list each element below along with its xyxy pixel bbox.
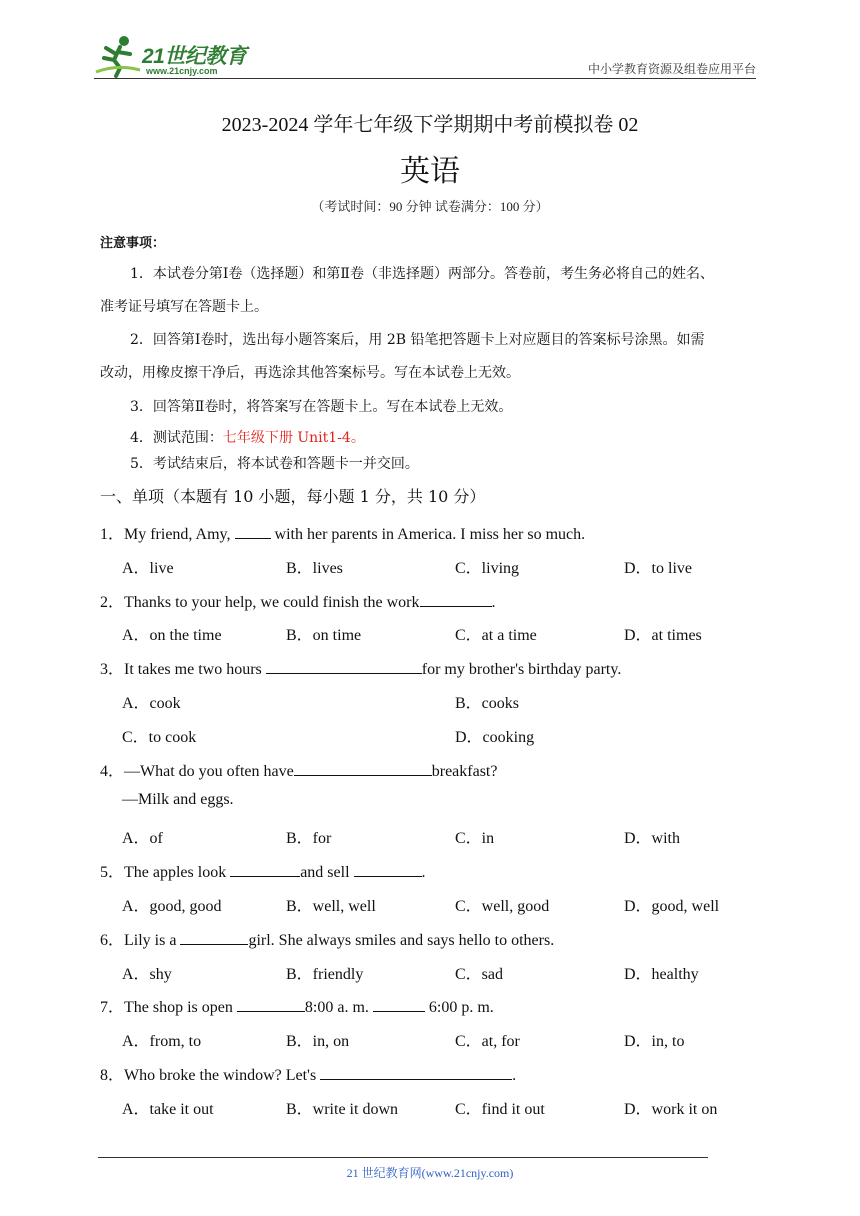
question-5 bbox=[100, 859, 426, 882]
footer-divider bbox=[98, 1157, 708, 1158]
question-6-text-a: 6．Lily is a bbox=[100, 932, 181, 949]
option-c: C．in bbox=[455, 830, 495, 847]
question-2-text-b: . bbox=[491, 594, 496, 611]
option-a: A．good, good bbox=[122, 898, 222, 915]
header-divider bbox=[94, 78, 756, 79]
question-1-text-a: 1．My friend, Amy, bbox=[100, 526, 235, 543]
option-d: D．with bbox=[624, 830, 681, 847]
option-d: D．cooking bbox=[455, 729, 535, 746]
note-4-prefix: 4．测试范围： bbox=[130, 430, 223, 446]
question-5-text-b: and sell bbox=[300, 864, 354, 881]
answer-blank bbox=[230, 862, 300, 877]
answer-blank bbox=[373, 997, 425, 1012]
question-5-text-a: 5．The apples look bbox=[100, 864, 231, 881]
site-logo bbox=[94, 34, 264, 80]
footer-link[interactable]: 21 世纪教育网(www.21cnjy.com) bbox=[346, 1166, 514, 1180]
option-b: B．cooks bbox=[455, 695, 520, 712]
option-b: B．write it down bbox=[286, 1101, 398, 1118]
question-7-text-b: 8:00 a. m. bbox=[304, 999, 373, 1016]
answer-blank bbox=[420, 592, 492, 607]
question-8-text-a: 8．Who broke the window? Let's bbox=[100, 1067, 321, 1084]
question-7-text-c: 6:00 p. m. bbox=[424, 999, 494, 1016]
option-c: C．at, for bbox=[455, 1033, 520, 1050]
note-5-text: 5．考试结束后，将本试卷和答题卡一并交回。 bbox=[130, 456, 419, 472]
option-b: B．well, well bbox=[286, 898, 376, 915]
option-c: C．sad bbox=[455, 966, 504, 983]
option-a: A．on the time bbox=[122, 627, 222, 644]
option-d: D．healthy bbox=[624, 966, 699, 983]
notes-heading: 注意事项： bbox=[100, 236, 166, 251]
option-b: B．on time bbox=[286, 627, 362, 644]
answer-blank bbox=[180, 930, 248, 945]
note-3 bbox=[100, 391, 760, 424]
option-a: A．shy bbox=[122, 966, 172, 983]
question-1-text-b: with her parents in America. I miss her so much. bbox=[270, 526, 586, 543]
option-d: D．in, to bbox=[624, 1033, 685, 1050]
option-c: C．at a time bbox=[455, 627, 537, 644]
question-4 bbox=[100, 758, 497, 781]
question-6 bbox=[100, 927, 554, 950]
question-7 bbox=[100, 994, 494, 1017]
option-a: A．cook bbox=[122, 695, 181, 712]
answer-blank bbox=[320, 1065, 512, 1080]
question-2-text-a: 2．Thanks to your help, we could finish the work bbox=[100, 594, 420, 611]
question-1 bbox=[100, 521, 585, 544]
section-heading: 一、单项（本题有 10 小题，每小题 1 分，共 10 分） bbox=[100, 487, 486, 506]
logo-text: 21世纪教育 bbox=[142, 45, 247, 68]
question-3 bbox=[100, 656, 621, 679]
option-a: A．of bbox=[122, 830, 163, 847]
subject-title: 英语 bbox=[400, 154, 460, 189]
option-b: B．for bbox=[286, 830, 332, 847]
question-6-text-b: girl. She always smiles and says hello to others. bbox=[248, 932, 555, 949]
option-c: C．to cook bbox=[122, 729, 197, 746]
question-2 bbox=[100, 589, 496, 612]
question-4-text-a: 4．—What do you often have bbox=[100, 763, 294, 780]
note-3-text: 3．回答第Ⅱ卷时，将答案写在答题卡上。写在本试卷上无效。 bbox=[130, 399, 513, 415]
answer-blank bbox=[354, 862, 422, 877]
logo-url: www.21cnjy.com bbox=[146, 66, 218, 76]
note-2-line-1: 2．回答第Ⅰ卷时，选出每小题答案后，用 2B 铅笔把答题卡上对应题目的答案标号涂黑。如需 bbox=[130, 332, 705, 348]
question-5-text-c: . bbox=[421, 864, 426, 881]
option-d: D．to live bbox=[624, 560, 692, 577]
option-a: A．live bbox=[122, 560, 174, 577]
answer-blank bbox=[294, 761, 432, 776]
option-c: C．living bbox=[455, 560, 520, 577]
option-d: D．work it on bbox=[624, 1101, 718, 1118]
option-d: D．good, well bbox=[624, 898, 720, 915]
answer-blank bbox=[266, 659, 422, 674]
note-5 bbox=[100, 449, 760, 479]
option-b: B．friendly bbox=[286, 966, 364, 983]
answer-blank bbox=[235, 524, 271, 539]
question-3-text-b: for my brother's birthday party. bbox=[421, 661, 622, 678]
question-8-text-b: . bbox=[512, 1067, 517, 1084]
option-b: B．lives bbox=[286, 560, 343, 577]
note-1-line-1: 1．本试卷分第Ⅰ卷（选择题）和第Ⅱ卷（非选择题）两部分。答卷前，考生务必将自己的姓名、 bbox=[130, 266, 714, 282]
question-8 bbox=[100, 1062, 516, 1085]
platform-name: 中小学教育资源及组卷应用平台 bbox=[587, 62, 756, 76]
question-3-text-a: 3．It takes me two hours bbox=[100, 661, 266, 678]
exam-title: 2023-2024 学年七年级下学期期中考前模拟卷 02 bbox=[221, 114, 639, 136]
runner-icon bbox=[94, 34, 144, 78]
test-scope: 七年级下册 Unit1-4。 bbox=[222, 430, 365, 446]
option-c: C．find it out bbox=[455, 1101, 545, 1118]
note-2 bbox=[100, 324, 760, 390]
question-7-text-a: 7．The shop is open bbox=[100, 999, 237, 1016]
question-4-text-b: breakfast? bbox=[431, 763, 498, 780]
option-a: A．from, to bbox=[122, 1033, 202, 1050]
option-b: B．in, on bbox=[286, 1033, 350, 1050]
option-c: C．well, good bbox=[455, 898, 550, 915]
note-1-line-2: 准考证号填写在答题卡上。 bbox=[100, 299, 268, 315]
option-d: D．at times bbox=[624, 627, 702, 644]
exam-info: （考试时间：90 分钟 试卷满分：100 分） bbox=[311, 199, 549, 214]
question-4-answer-line: —Milk and eggs. bbox=[122, 791, 234, 808]
option-a: A．take it out bbox=[122, 1101, 214, 1118]
answer-blank bbox=[237, 997, 305, 1012]
note-1 bbox=[100, 258, 760, 324]
note-2-line-2: 改动，用橡皮擦干净后，再选涂其他答案标号。写在本试卷上无效。 bbox=[100, 365, 520, 381]
